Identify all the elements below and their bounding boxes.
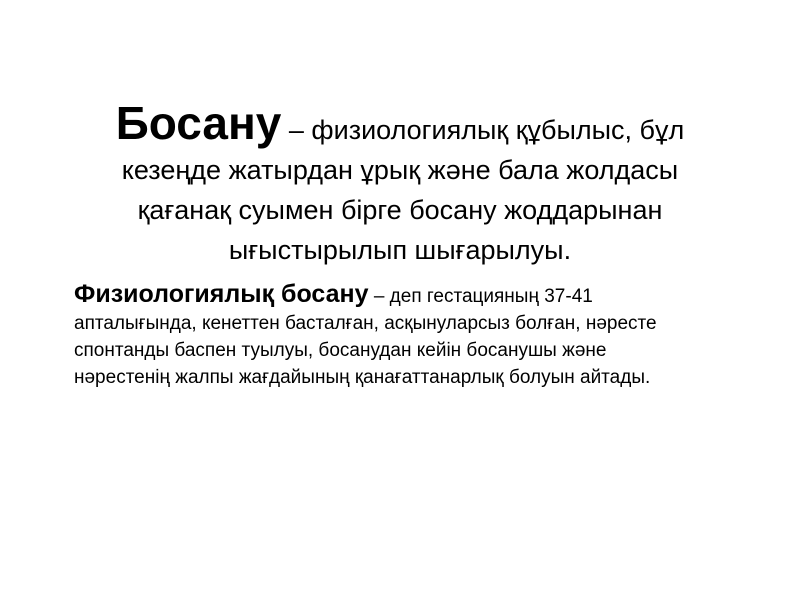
definition-line-3: қағанақ суымен бірге босану жоддарынан — [137, 195, 663, 225]
definition-dash: – — [288, 115, 304, 145]
physiological-text-1: деп гестацияның 37-41 — [389, 286, 593, 307]
physiological-line-2: апталығында, кенеттен басталған, асқынуларсыз болған, нәресте — [74, 313, 657, 334]
definition-line-1 — [70, 97, 730, 150]
physiological-line-3: спонтанды баспен туылуы, босанудан кейін босанушы және — [74, 340, 607, 361]
physiological-term: Физиологиялық босану — [74, 280, 369, 308]
definition-block — [70, 97, 730, 270]
definition-text-1: физиологиялық құбылыс, бұл — [311, 115, 685, 145]
physiological-birth-block — [74, 281, 734, 391]
definition-line-4: ығыстырылып шығарылуы. — [228, 235, 572, 265]
definition-line-2: кезеңде жатырдан ұрық және бала жолдасы — [121, 155, 679, 185]
physiological-dash: – — [373, 286, 385, 307]
physiological-line-1 — [74, 281, 734, 310]
definition-term: Босану — [115, 97, 282, 149]
physiological-line-4: нәрестенің жалпы жағдайының қанағаттанарлық болуын айтады. — [74, 367, 651, 388]
